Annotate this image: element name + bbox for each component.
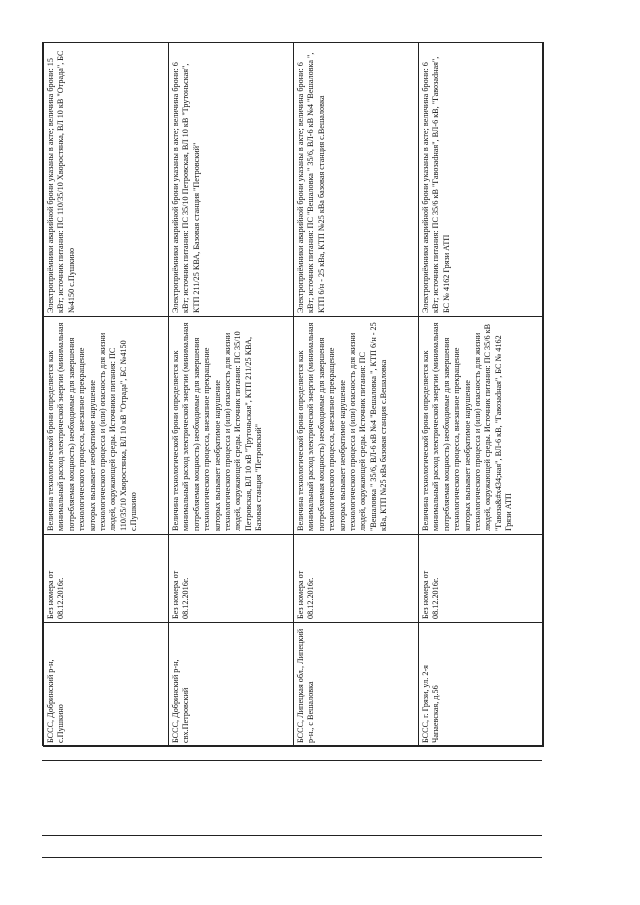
divider-line [42,857,542,858]
document-cell: Без номера от 08.12.2016г. [169,535,294,623]
rotated-table-frame [42,42,543,746]
definition-cell: Величина технологической брони определяется как минимальный расход электрической энергии (минимальная потребляемая мощность) необходимые для завершения технологического процесса, внезапное прекращение которых вызывает необратимое нарушение технологического процесса и (или) опасность для жизни людей, окружающей среды. Источник питания: ПС 35/10 Петровская, ВЛ 10 кВ "Трутоньская", КТП 211/25 КВА, Базовая станция "Петровский" [169,317,294,535]
object-cell: БССС, Липецкая обл., Липецкий р-н., с Вешаловка [294,623,419,747]
table-row [294,43,419,747]
table-row [169,43,294,747]
rotated-table [43,43,544,747]
emergency-cell: Электроприёмники аварийной брони указаны в акте; величина брони: 6 кВт; источник питания: ПС 35/6 кВ "Гавозаdная", ВЛ-6 кВ, "Гавозаdная", БС № 4162 Грязи АТП [419,43,544,317]
object-cell: БССС, г. Грязи, ул. 2-я Чапаевская, д.56 [419,623,544,747]
definition-cell: Величина технологической брони определяется как минимальный расход электрической энергии (минимальная потребляемая мощность) необходимые для завершения технологического процесса, внезапное прекращение которых вызывает необратимое нарушение технологического процесса и (или) опасность для жизни людей, окружающей среды. Источник питания: ПС 35/6 кВ "Гавоза&#x434;ная", ВЛ-6 кВ, "Гавозаdная", БС № 4162 Грязи АТП [419,317,544,535]
definition-cell: Величина технологической брони определяется как минимальный расход электрической энергии (минимальная потребляемая мощность) необходимые для завершения технологического процесса, внезапное прекращение которых вызывает необратимое нарушение технологического процесса и (или) опасность для жизни людей, окружающей среды. Источник питания: ПС "Вешаловка " 35/6, ВЛ-6 кВ №4 "Вешаловка ", КТП 6/н - 25 кВа, КТП №25 кВа базовая станция с.Вешаловка [294,317,419,535]
document-cell: Без номера от 08.12.2016г. [419,535,544,623]
divider-line [42,835,542,836]
object-cell: БССС, Добринский р-н, свх.Петровский [169,623,294,747]
object-cell: БССС, Добринский р-н, с.Пушкино [44,623,169,747]
reservation-table [43,42,544,747]
definition-cell: Величина технологической брони определяется как минимальный расход электрической энергии (минимальная потребляемая мощность) необходимые для завершения технологического процесса, внезапное прекращение которых вызывает необратимое нарушение технологического процесса и (или) опасность для жизни людей, окружающей среды. Источники питания: ПС 110/35/10 Хворостянка, ВЛ 10 кВ "Отрада", БС №4150 с.Пушкино [44,317,169,535]
document-cell: Без номера от 08.12.2016г. [44,535,169,623]
emergency-cell: Электроприёмники аварийной брони указаны в акте; величина брони: 15 кВт; источник питания: ПС 110/35/10 Хворостянка, ВЛ 10 кВ "Отрада", БС №4150 с.Пушкино [44,43,169,317]
table-row [44,43,169,747]
emergency-cell: Электроприёмники аварийной брони указаны в акте; величина брони: 6 кВт; источник питания: ПС 35/10 Петровская, ВЛ 10 кВ "Трутоньская", КТП 211/25 КВА, Базовая станция "Петровский" [169,43,294,317]
document-cell: Без номера от 08.12.2016г. [294,535,419,623]
emergency-cell: Электроприёмники аварийной брони указаны в акте; величина брони: 6 кВт; источник питания: ПС "Вешаловка " 35/6, ВЛ-6 кВ №4 "Вешаловка ", КТП 6/н - 25 кВа, КТП №25 кВа базовая станция с.Вешаловка [294,43,419,317]
table-row [419,43,544,747]
divider-line [42,760,542,761]
